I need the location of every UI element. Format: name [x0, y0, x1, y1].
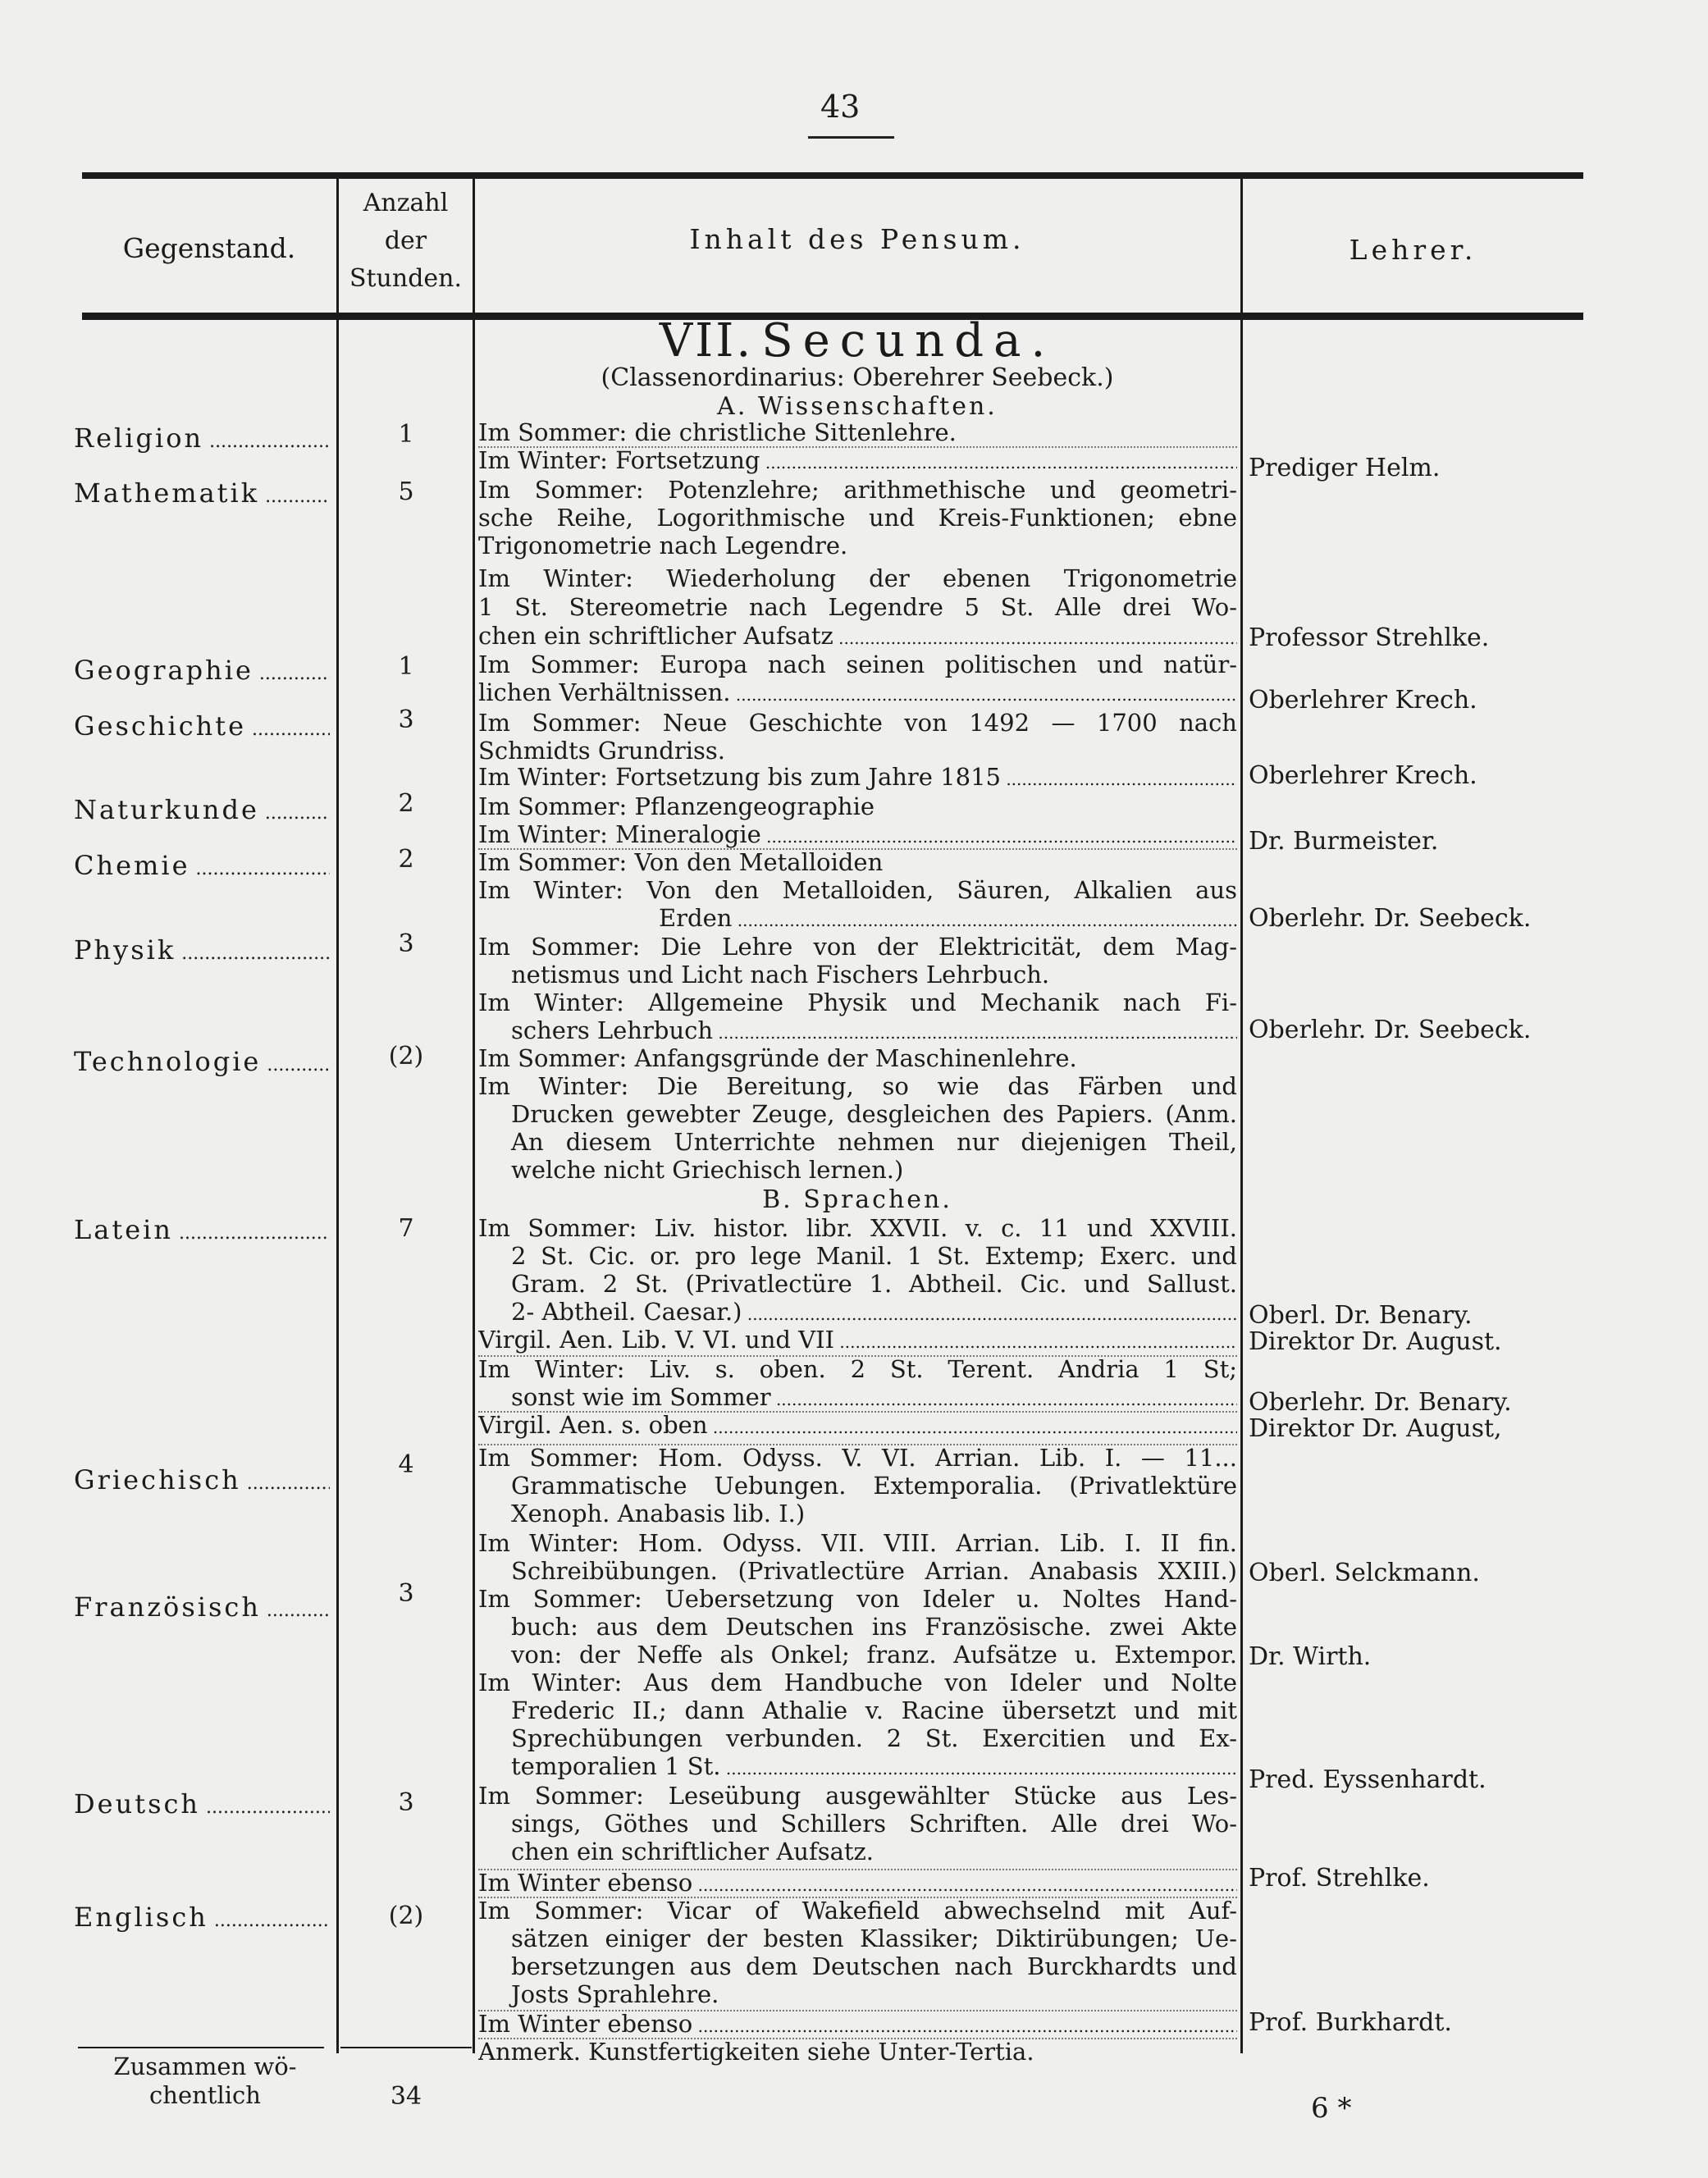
teacher-name: Prof. Strehlke.	[1249, 1864, 1430, 1893]
content-line: An diesem Unterrichte nehmen nur diejenigen Theil,	[511, 1128, 1237, 1156]
teacher-name: Dr. Burmeister.	[1249, 827, 1439, 856]
subject-hours: 2	[398, 845, 414, 874]
content-line: Im Winter: Aus dem Handbuche von Ideler und Nolte	[478, 1669, 1237, 1696]
content-line: lichen Verhältnissen. .....	[478, 678, 1237, 709]
subject-column-divider	[336, 179, 339, 2053]
subject-name: Mathematik .....	[74, 477, 330, 509]
content-line: Im Sommer: die christliche Sittenlehre.	[478, 418, 957, 446]
teacher-name: Pred. Eyssenhardt.	[1249, 1765, 1487, 1794]
content-line: Frederic II.; dann Athalie v. Racine übersetzt und mit	[511, 1696, 1237, 1724]
subject-name: Technologie .....	[74, 1046, 330, 1077]
teacher-name: Oberl. Selckmann.	[1249, 1559, 1480, 1587]
subject-name: Geschichte .....	[74, 710, 330, 742]
subject-name: Latein .....	[74, 1214, 330, 1245]
teacher-name: Direktor Dr. August,	[1249, 1414, 1502, 1443]
content-line: Xenoph. Anabasis lib. I.)	[511, 1500, 806, 1527]
content-line: Im Sommer: Von den Metalloiden	[478, 848, 884, 876]
row-separator	[478, 848, 1237, 850]
header-content: Inhalt des Pensum.	[689, 223, 1025, 255]
table-top-rule	[82, 172, 1583, 179]
content-line: Grammatische Uebungen. Extemporalia. (Privatlektüre	[511, 1472, 1237, 1500]
subject-name: Physik .....	[74, 934, 330, 966]
content-line: Erden .....	[478, 904, 1237, 934]
subject-hours: 2	[398, 789, 414, 818]
content-line: Im Winter: Hom. Odyss. VII. VIII. Arrian. Lib. I. II fin.	[478, 1529, 1237, 1557]
content-line: Trigonometrie nach Legendre.	[478, 532, 848, 559]
content-line: Im Sommer: Leseübung ausgewählter Stücke aus Les-	[478, 1782, 1237, 1810]
content-line: Josts Sprahlehre.	[511, 1980, 719, 2008]
header-teacher: Lehrer.	[1349, 234, 1477, 266]
content-line: Virgil. Aen. s. oben .....	[478, 1411, 1237, 1441]
content-line: Im Sommer: Pflanzengeographie	[478, 792, 875, 820]
content-line: Virgil. Aen. Lib. V. VI. und VII .....	[478, 1326, 1237, 1356]
subject-hours: 7	[398, 1214, 414, 1243]
content-line: sätzen einiger der besten Klassiker; Diktirübungen; Ue-	[511, 1925, 1237, 1952]
subject-hours: 3	[398, 705, 414, 734]
part-a-heading: A. Wissenschaften.	[717, 392, 998, 421]
subject-hours: 1	[398, 420, 414, 449]
content-line: Im Sommer: Uebersetzung von Ideler u. Noltes Hand-	[478, 1585, 1237, 1613]
subject-name: Englisch .....	[74, 1902, 330, 1933]
subject-hours: 1	[398, 652, 414, 681]
content-line: sche Reihe, Logorithmische und Kreis-Funktionen; ebne	[478, 504, 1237, 532]
content-line: Im Winter: Fortsetzung bis zum Jahre 1815 .....	[478, 763, 1237, 793]
subject-hours: 4	[398, 1450, 414, 1479]
subject-hours: (2)	[388, 1042, 424, 1071]
teacher-name: Oberlehr. Dr. Seebeck.	[1249, 1016, 1532, 1044]
content-line: Im Winter: Allgemeine Physik und Mechanik nach Fi-	[478, 989, 1237, 1016]
subject-name: Geographie .....	[74, 655, 330, 686]
header-hours	[339, 185, 473, 298]
content-line: Im Sommer: Anfangsgründe der Maschinenlehre.	[478, 1044, 1077, 1072]
teacher-name: Oberlehr. Dr. Benary.	[1249, 1388, 1512, 1417]
teacher-name: Oberlehrer Krech.	[1249, 761, 1477, 790]
content-line: Im Winter ebenso .....	[478, 2010, 1237, 2040]
subject-hours: (2)	[388, 1902, 424, 1930]
content-line: Drucken gewebter Zeuge, desgleichen des Papiers. (Anm.	[511, 1100, 1237, 1128]
content-line: Gram. 2 St. (Privatlectüre 1. Abtheil. Cic. und Sallust.	[511, 1270, 1237, 1298]
subject-name: Chemie .....	[74, 850, 330, 881]
teacher-name: Professor Strehlke.	[1249, 623, 1490, 652]
content-line: Im Winter: Liv. s. oben. 2 St. Terent. Andria 1 St;	[478, 1355, 1237, 1383]
content-line: Im Sommer: Hom. Odyss. V. VI. Arrian. Lib. I. — 11...	[478, 1444, 1237, 1472]
content-line: welche nicht Griechisch lernen.)	[511, 1156, 904, 1184]
content-line: Im Sommer: Vicar of Wakefield abwechselnd mit Auf-	[478, 1897, 1237, 1925]
hours-column-divider	[473, 179, 475, 2053]
section-ordinarius: (Classenordinarius: Oberehrer Seebeck.)	[601, 363, 1114, 392]
subject-name: Deutsch .....	[74, 1788, 330, 1820]
total-hours: 34	[390, 2082, 422, 2111]
content-line: 2 St. Cic. or. pro lege Manil. 1 St. Extemp; Exerc. und	[511, 1242, 1237, 1270]
teacher-name: Direktor Dr. August.	[1249, 1327, 1502, 1356]
content-column-divider	[1240, 179, 1243, 2053]
content-line: sings, Göthes und Schillers Schriften. Alle drei Wo-	[511, 1810, 1237, 1838]
teacher-name: Oberlehr. Dr. Seebeck.	[1249, 904, 1532, 933]
content-line: temporalien 1 St. .....	[478, 1752, 1237, 1783]
content-line: Anmerk. Kunstfertigkeiten siehe Unter-Tertia.	[478, 2038, 1034, 2066]
content-line: netismus und Licht nach Fischers Lehrbuch.	[511, 961, 1050, 989]
content-line: buch: aus dem Deutschen ins Französische. zwei Akte	[511, 1613, 1237, 1641]
content-line: Schmidts Grundriss.	[478, 737, 725, 765]
content-line: Im Sommer: Die Lehre von der Elektricität, dem Mag-	[478, 933, 1237, 961]
row-separator	[478, 2038, 1237, 2039]
signature-mark: 6 *	[1311, 2092, 1352, 2125]
header-hours-line-3: Stunden.	[349, 264, 463, 293]
section-title	[476, 314, 1239, 368]
total-rule-hours	[340, 2047, 472, 2048]
content-line: sonst wie im Sommer .....	[478, 1383, 1237, 1413]
content-line: Im Winter: Die Bereitung, so wie das Färben und	[478, 1072, 1237, 1100]
subject-hours: 3	[398, 929, 414, 958]
page-number: 43	[820, 89, 861, 125]
content-line: schers Lehrbuch .....	[478, 1016, 1237, 1047]
content-line: 2- Abtheil. Caesar.) .....	[478, 1298, 1237, 1328]
content-line: Im Winter ebenso .....	[478, 1869, 1237, 1899]
page-number-rule	[808, 136, 894, 139]
content-line: Im Winter: Fortsetzung .....	[478, 446, 1237, 477]
row-separator	[478, 1411, 1237, 1413]
total-label-line-1: Zusammen wö-	[113, 2052, 297, 2080]
content-line: Im Sommer: Neue Geschichte von 1492 — 1700 nach	[478, 709, 1237, 737]
part-b-heading: B. Sprachen.	[762, 1185, 952, 1214]
content-line: Im Winter: Von den Metalloiden, Säuren, Alkalien aus	[478, 876, 1237, 904]
row-separator	[478, 1444, 1237, 1445]
content-line: Im Sommer: Liv. histor. libr. XXVII. v. c. 11 und XXVIII.	[478, 1214, 1237, 1242]
content-line: Schreibübungen. (Privatlectüre Arrian. Anabasis XXIII.)	[511, 1557, 1237, 1585]
teacher-name: Prof. Burkhardt.	[1249, 2008, 1452, 2037]
content-line: bersetzungen aus dem Deutschen nach Burckhardts und	[511, 1952, 1237, 1980]
content-line: Im Sommer: Europa nach seinen politischen und natür-	[478, 651, 1237, 678]
row-separator	[478, 1869, 1237, 1870]
teacher-name: Oberl. Dr. Benary.	[1249, 1301, 1473, 1330]
content-line: chen ein schriftlicher Aufsatz .....	[478, 622, 1237, 652]
content-line: Sprechübungen verbunden. 2 St. Exercitien und Ex-	[511, 1724, 1237, 1752]
content-line: von: der Neffe als Onkel; franz. Aufsätze u. Extempor.	[511, 1641, 1237, 1669]
subject-hours: 3	[398, 1579, 414, 1608]
subject-name: Religion .....	[74, 422, 330, 454]
total-label	[78, 2052, 332, 2110]
section-title-name: Secunda.	[761, 314, 1056, 368]
row-separator	[478, 1355, 1237, 1357]
subject-name: Naturkunde .....	[74, 794, 330, 825]
total-label-line-2: chentlich	[149, 2081, 261, 2109]
header-subject: Gegenstand.	[122, 232, 296, 264]
total-rule-subject	[78, 2047, 324, 2048]
teacher-name: Prediger Helm.	[1249, 454, 1441, 482]
subject-hours: 3	[398, 1788, 414, 1817]
row-separator	[478, 2010, 1237, 2011]
header-hours-line-1: Anzahl	[363, 189, 449, 217]
subject-name: Französisch .....	[74, 1591, 330, 1623]
content-line: Im Winter: Wiederholung der ebenen Trigonometrie	[478, 564, 1237, 592]
content-line: 1 St. Stereometrie nach Legendre 5 St. Alle drei Wo-	[478, 593, 1237, 621]
teacher-name: Dr. Wirth.	[1249, 1642, 1372, 1671]
header-hours-line-2: der	[384, 226, 427, 255]
subject-name: Griechisch .....	[74, 1464, 330, 1495]
content-line: Im Sommer: Potenzlehre; arithmethische und geometri-	[478, 476, 1237, 504]
subject-hours: 5	[398, 477, 414, 506]
content-line: chen ein schriftlicher Aufsatz.	[511, 1838, 875, 1865]
section-title-number: VII.	[659, 314, 754, 368]
content-line: Im Winter: Mineralogie .....	[478, 820, 1237, 851]
teacher-name: Oberlehrer Krech.	[1249, 686, 1477, 715]
row-separator	[478, 446, 1237, 448]
row-separator	[478, 1897, 1237, 1898]
